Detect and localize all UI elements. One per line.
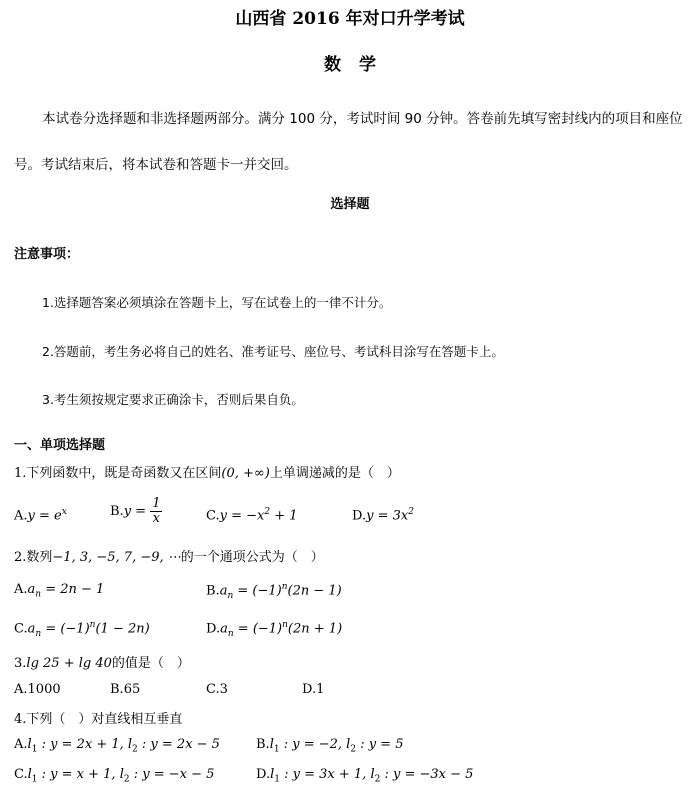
question-1-option-d: $D.y = 3x^2$ [352, 507, 414, 524]
notice-item: 2.答题前，考生务必将自己的姓名、准考证号、座位号、考试科目涂写在答题卡上。 [42, 344, 504, 359]
question-1-option-a: $A.y = e^x$ [14, 507, 67, 524]
question-3-option-c: C.3 [206, 682, 228, 697]
question-4-option-c: $C.l_1$ : y = x + 1, $l_2$ : y = −x − 5 [14, 767, 215, 785]
part-heading: 一、单项选择题 [14, 438, 106, 453]
question-2-stem: 2.数列−1, 3, −5, 7, −9, ⋯的一个通项公式为（ ） [14, 550, 324, 565]
question-3-option-d: D.1 [302, 682, 325, 697]
question-2-option-d: $D.a_n = (-1)^n(2n + 1)$ [206, 620, 343, 639]
exam-title: 山西省 2016 年对口升学考试 [235, 9, 465, 29]
question-4-option-b: $B.l_1$ : y = −2, $l_2$ : y = 5 [256, 737, 404, 755]
notice-item: 1.选择题答案必须填涂在答题卡上，写在试卷上的一律不计分。 [42, 295, 392, 310]
intro-paragraph: 本试卷分选择题和非选择题两部分。满分 100 分，考试时间 90 分钟。答卷前先填写密封线内的项目和座位号。考试结束后，将本试卷和答题卡一并交回。 [14, 111, 683, 173]
question-1-stem: 1.下列函数中，既是奇函数又在区间(0, +∞)上单调递减的是（ ） [14, 466, 400, 481]
section-title: 选择题 [330, 197, 370, 212]
notice-heading: 注意事项： [14, 247, 80, 262]
question-1-option-b: B.y = $\frac{1}{x}$ [110, 496, 161, 526]
question-2-option-c: $C.a_n = (-1)^n(1 - 2n)$ [14, 620, 150, 639]
question-3-option-b: B.65 [110, 682, 141, 697]
question-4-stem: 4.下列（ ）对直线相互垂直 [14, 712, 183, 727]
question-3-stem: 3.lg 25 + lg 40的值是（ ） [14, 656, 190, 671]
question-4-option-d: $D.l_1$ : y = 3x + 1, $l_2$ : y = −3x − 5 [256, 767, 474, 785]
fraction: $\frac{1}{x}$ [152, 496, 161, 526]
notice-item: 3.考生须按规定要求正确涂卡，否则后果自负。 [42, 392, 304, 407]
question-2-option-a: $A.a_n = 2n - 1$ [14, 582, 105, 600]
subject-title: 数学 [324, 55, 394, 75]
interval-expression: (0, +∞) [221, 466, 270, 481]
question-2-option-b: $B.a_n = (-1)^n(2n - 1)$ [206, 582, 342, 601]
question-3-option-a: A.1000 [14, 682, 61, 697]
question-1-option-c: $C.y = -x^2 + 1$ [206, 507, 298, 524]
question-4-option-a: $A.l_1$ : y = 2x + 1, $l_2$ : y = 2x − 5 [14, 737, 220, 755]
